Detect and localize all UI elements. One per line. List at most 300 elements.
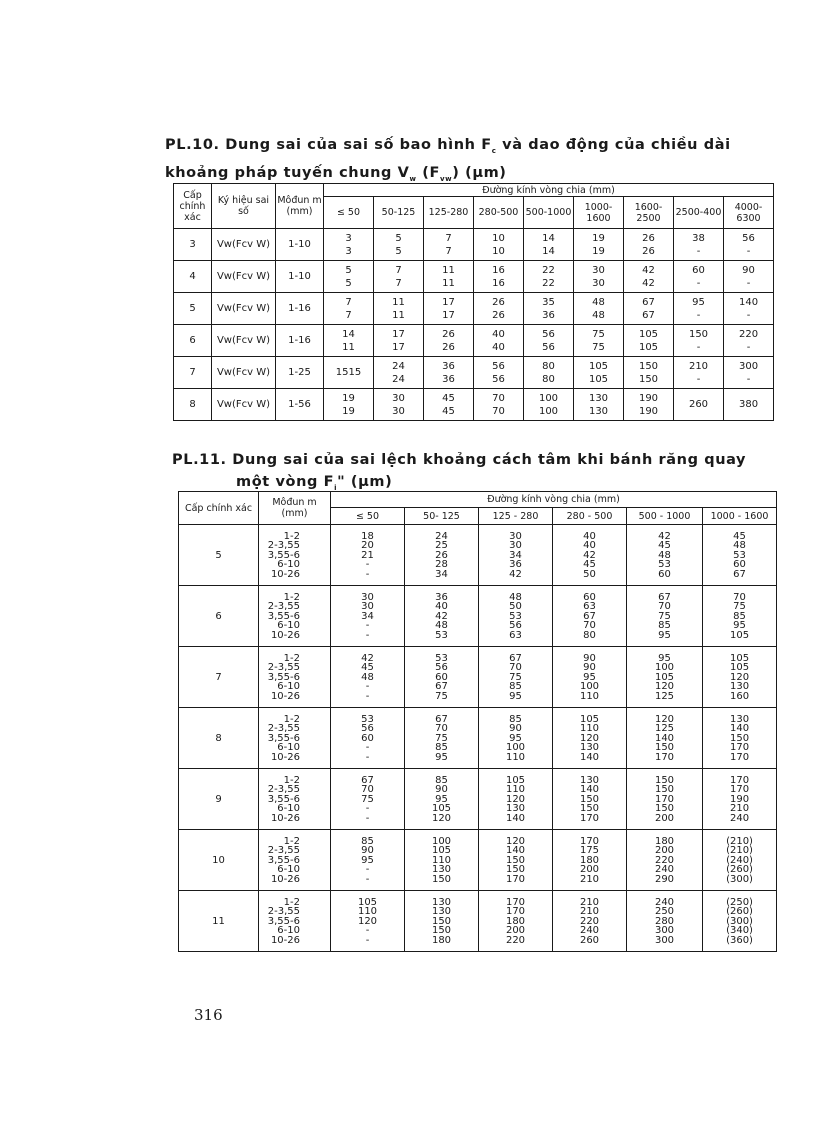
value-cell <box>724 293 774 325</box>
value: 5 <box>345 277 352 289</box>
value: (340) <box>726 925 753 937</box>
module-value: 6-10 <box>277 742 300 754</box>
symbol-cell: Vw(Fcv W) <box>212 261 276 293</box>
module-value: 10-26 <box>270 934 300 946</box>
value: 150 <box>505 854 526 866</box>
value-cell <box>405 830 479 891</box>
value: 240 <box>654 864 675 876</box>
value: - <box>365 803 370 815</box>
module-cell <box>259 891 331 952</box>
value: 24 <box>392 373 405 385</box>
value: 70 <box>658 601 671 613</box>
table2-title: PL.11. Dung sai của sai lệch khoảng cách tâm khi bánh răng quay một vòng $F_i$" (μm) <box>172 452 747 492</box>
grade-cell: 8 <box>174 389 212 421</box>
value-cell <box>674 229 724 261</box>
value: 53 <box>658 559 671 571</box>
value-cell <box>479 525 553 586</box>
grade-cell: 5 <box>174 293 212 325</box>
value: 75 <box>509 671 522 683</box>
value: 85 <box>733 610 746 622</box>
value: 48 <box>733 540 746 552</box>
value: 60 <box>692 264 705 276</box>
table-row <box>174 357 774 389</box>
value: 175 <box>579 845 600 857</box>
module-cell: 1-16 <box>276 293 324 325</box>
value: - <box>696 341 701 353</box>
value: - <box>365 751 370 763</box>
value: 10 <box>492 232 505 244</box>
value-cell <box>524 325 574 357</box>
value-cell <box>331 647 405 708</box>
value: 95 <box>361 854 374 866</box>
value: 24 <box>435 530 448 542</box>
value: 170 <box>729 774 750 786</box>
value: 36 <box>442 360 455 372</box>
value: 220 <box>505 934 526 946</box>
value: 20 <box>361 540 374 552</box>
value: (260) <box>726 906 753 918</box>
table-row <box>174 325 774 357</box>
module-value: 3,55-6 <box>267 793 300 805</box>
module-cell: 1-25 <box>276 357 324 389</box>
grade-cell: 7 <box>174 357 212 389</box>
value-cell <box>479 830 553 891</box>
module-value: 2-3,55 <box>267 906 300 918</box>
header-grade: Cấp chính xác <box>174 184 212 229</box>
value: 250 <box>654 906 675 918</box>
value: - <box>365 864 370 876</box>
value-cell <box>574 389 624 421</box>
module-cell: 1-56 <box>276 389 324 421</box>
value: 40 <box>492 341 505 353</box>
value: 90 <box>583 662 596 674</box>
value: 42 <box>658 530 671 542</box>
value: 170 <box>729 751 750 763</box>
value: 5 <box>395 232 402 244</box>
value: 80 <box>542 360 555 372</box>
value-cell <box>703 891 777 952</box>
value: 105 <box>729 652 750 664</box>
value-cell <box>574 293 624 325</box>
value: - <box>365 873 370 885</box>
value-cell <box>424 293 474 325</box>
module-value: 2-3,55 <box>267 662 300 674</box>
value: 280 <box>654 915 675 927</box>
value: 60 <box>583 591 596 603</box>
value: 120 <box>654 681 675 693</box>
value: 120 <box>654 713 675 725</box>
module-value: 2-3,55 <box>267 540 300 552</box>
value-cell <box>324 389 374 421</box>
value: - <box>746 309 751 321</box>
value-cell <box>331 769 405 830</box>
module-cell: 1-10 <box>276 229 324 261</box>
module-value: 1-2 <box>283 896 300 908</box>
value: 45 <box>583 559 596 571</box>
value-cell <box>374 389 424 421</box>
value-cell <box>479 708 553 769</box>
grade-cell: 6 <box>179 586 259 647</box>
value: 67 <box>435 681 448 693</box>
grade-cell: 5 <box>179 525 259 586</box>
value: 53 <box>361 713 374 725</box>
column-header: 280 - 500 <box>553 508 627 525</box>
value: 140 <box>505 845 526 857</box>
module-value: 6-10 <box>277 864 300 876</box>
value: 70 <box>492 392 505 404</box>
value: 5 <box>345 264 352 276</box>
value: 70 <box>361 784 374 796</box>
value: 240 <box>654 896 675 908</box>
value-cell <box>524 229 574 261</box>
value-cell <box>627 586 703 647</box>
value: - <box>365 742 370 754</box>
grade-cell: 9 <box>179 769 259 830</box>
value: 75 <box>658 610 671 622</box>
value: 260 <box>688 399 709 410</box>
value: 11 <box>342 341 355 353</box>
value: 110 <box>431 854 452 866</box>
value: 11 <box>442 264 455 276</box>
value-cell <box>474 229 524 261</box>
value: 200 <box>579 864 600 876</box>
value: 95 <box>509 732 522 744</box>
value-cell <box>331 708 405 769</box>
value: 28 <box>435 559 448 571</box>
module-value: 10-26 <box>270 568 300 580</box>
value: 150 <box>638 360 659 372</box>
value: 42 <box>509 568 522 580</box>
value: 75 <box>435 690 448 702</box>
value-cell <box>324 325 374 357</box>
value-cell <box>624 261 674 293</box>
value: 53 <box>733 549 746 561</box>
header-module: Môđun m (mm) <box>259 492 331 525</box>
value: - <box>365 559 370 571</box>
table-row <box>174 229 774 261</box>
module-value: 3,55-6 <box>267 671 300 683</box>
module-cell <box>259 647 331 708</box>
value-cell <box>624 325 674 357</box>
value: 5 <box>395 245 402 257</box>
value: 105 <box>638 328 659 340</box>
value: 22 <box>542 277 555 289</box>
value: 140 <box>654 732 675 744</box>
value: 3 <box>345 245 352 257</box>
value: 48 <box>592 309 605 321</box>
value: 95 <box>509 690 522 702</box>
value: 150 <box>729 732 750 744</box>
value: 53 <box>435 629 448 641</box>
value-cell <box>324 357 374 389</box>
value: 90 <box>509 723 522 735</box>
value-cell <box>553 769 627 830</box>
value-cell <box>627 891 703 952</box>
value: 40 <box>583 530 596 542</box>
value-cell <box>624 229 674 261</box>
value: 48 <box>658 549 671 561</box>
value: - <box>365 681 370 693</box>
column-header: 1600-2500 <box>624 197 674 229</box>
grade-cell: 10 <box>179 830 259 891</box>
value-cell <box>627 525 703 586</box>
value: 70 <box>583 620 596 632</box>
value: 45 <box>658 540 671 552</box>
value: 90 <box>742 264 755 276</box>
value-cell <box>405 525 479 586</box>
value: 130 <box>431 864 452 876</box>
value-cell <box>374 325 424 357</box>
value: (240) <box>726 854 753 866</box>
value: 150 <box>505 864 526 876</box>
value: 300 <box>654 934 675 946</box>
value: 120 <box>579 732 600 744</box>
value: 67 <box>642 309 655 321</box>
value: 42 <box>642 264 655 276</box>
module-value: 1-2 <box>283 652 300 664</box>
table-row <box>179 708 777 769</box>
value: 19 <box>342 392 355 404</box>
value: 75 <box>435 732 448 744</box>
value: 25 <box>435 540 448 552</box>
value: 75 <box>361 793 374 805</box>
value: 7 <box>395 264 402 276</box>
module-value: 3,55-6 <box>267 549 300 561</box>
value: 67 <box>658 591 671 603</box>
value: 150 <box>654 803 675 815</box>
table-row <box>179 525 777 586</box>
value: 130 <box>729 681 750 693</box>
value: 300 <box>738 360 759 372</box>
value: 48 <box>435 620 448 632</box>
value: - <box>696 277 701 289</box>
value: 190 <box>638 392 659 404</box>
module-value: 1-2 <box>283 713 300 725</box>
value: 95 <box>658 652 671 664</box>
value: 110 <box>505 784 526 796</box>
column-header: 1000-1600 <box>574 197 624 229</box>
value: 67 <box>733 568 746 580</box>
value: 56 <box>542 328 555 340</box>
value: 56 <box>361 723 374 735</box>
module-value: 3,55-6 <box>267 610 300 622</box>
value: 200 <box>505 925 526 937</box>
value-cell <box>627 830 703 891</box>
value: 90 <box>361 845 374 857</box>
table-row <box>179 830 777 891</box>
value: 30 <box>509 530 522 542</box>
value: 120 <box>505 793 526 805</box>
value: 85 <box>361 835 374 847</box>
value: 75 <box>733 601 746 613</box>
column-header: 125-280 <box>424 197 474 229</box>
value-cell <box>703 525 777 586</box>
value: (300) <box>726 915 753 927</box>
value-cell <box>703 830 777 891</box>
value-cell <box>624 389 674 421</box>
column-header: ≤ 50 <box>324 197 374 229</box>
value-cell <box>324 293 374 325</box>
value: 300 <box>654 925 675 937</box>
value: 45 <box>361 662 374 674</box>
value: 150 <box>638 373 659 385</box>
value: 105 <box>588 373 609 385</box>
grade-cell: 4 <box>174 261 212 293</box>
value-cell <box>479 769 553 830</box>
tolerance-table-pl11 <box>178 491 777 952</box>
value: - <box>365 568 370 580</box>
value: 48 <box>509 591 522 603</box>
value: 30 <box>361 601 374 613</box>
value: 30 <box>392 405 405 417</box>
value-cell <box>405 891 479 952</box>
value-cell <box>624 357 674 389</box>
value-cell <box>524 389 574 421</box>
value: - <box>696 309 701 321</box>
table-row <box>179 647 777 708</box>
value: 220 <box>654 854 675 866</box>
module-cell <box>259 586 331 647</box>
column-header: 4000-6300 <box>724 197 774 229</box>
value: 100 <box>579 681 600 693</box>
value-cell <box>624 293 674 325</box>
module-value: 6-10 <box>277 620 300 632</box>
value: 150 <box>431 915 452 927</box>
value: 40 <box>583 540 596 552</box>
value: 56 <box>742 232 755 244</box>
value: 140 <box>579 751 600 763</box>
value: 53 <box>509 610 522 622</box>
value: - <box>696 373 701 385</box>
value: 42 <box>361 652 374 664</box>
value: 110 <box>357 906 378 918</box>
value: 125 <box>654 690 675 702</box>
value: 34 <box>361 610 374 622</box>
value: 14 <box>342 328 355 340</box>
value: - <box>365 934 370 946</box>
value: 200 <box>654 845 675 857</box>
value: 14 <box>542 245 555 257</box>
value: 170 <box>579 812 600 824</box>
header-grade: Cấp chính xác <box>179 492 259 525</box>
value: 180 <box>579 854 600 866</box>
value: 67 <box>509 652 522 664</box>
value: (250) <box>726 896 753 908</box>
value: 67 <box>361 774 374 786</box>
value: 67 <box>583 610 596 622</box>
header-diameter-group: Đường kính vòng chia (mm) <box>331 492 777 508</box>
value: 170 <box>654 751 675 763</box>
value: 85 <box>435 774 448 786</box>
table-row <box>179 586 777 647</box>
value: 45 <box>442 405 455 417</box>
value: 105 <box>588 360 609 372</box>
value: 105 <box>654 671 675 683</box>
value: 26 <box>492 309 505 321</box>
grade-cell: 11 <box>179 891 259 952</box>
value: 130 <box>579 774 600 786</box>
grade-cell: 7 <box>179 647 259 708</box>
value: 70 <box>509 662 522 674</box>
value: 26 <box>492 296 505 308</box>
value: 80 <box>542 373 555 385</box>
value: 42 <box>642 277 655 289</box>
column-header: ≤ 50 <box>331 508 405 525</box>
value: 17 <box>392 328 405 340</box>
value: 100 <box>538 392 559 404</box>
value: 36 <box>442 373 455 385</box>
value: 100 <box>654 662 675 674</box>
value: 240 <box>579 925 600 937</box>
value: 10 <box>492 245 505 257</box>
table-row <box>179 891 777 952</box>
value: 70 <box>733 591 746 603</box>
module-cell <box>259 525 331 586</box>
value: 75 <box>592 341 605 353</box>
value: 100 <box>505 742 526 754</box>
module-value: 10-26 <box>270 751 300 763</box>
value-cell <box>479 891 553 952</box>
value: 130 <box>431 896 452 908</box>
value: 100 <box>538 405 559 417</box>
value: 95 <box>692 296 705 308</box>
value: 60 <box>435 671 448 683</box>
value-cell <box>424 389 474 421</box>
header-module: Môđun m (mm) <box>276 184 324 229</box>
value: 30 <box>361 591 374 603</box>
value: 95 <box>435 751 448 763</box>
value-cell <box>724 325 774 357</box>
value-cell <box>724 389 774 421</box>
module-value: 2-3,55 <box>267 601 300 613</box>
value-cell <box>331 525 405 586</box>
value: 140 <box>729 723 750 735</box>
value: 190 <box>638 405 659 417</box>
value: 85 <box>509 681 522 693</box>
value: 26 <box>435 549 448 561</box>
symbol-cell: Vw(Fcv W) <box>212 357 276 389</box>
value-cell <box>627 647 703 708</box>
value-cell <box>479 586 553 647</box>
value-cell <box>674 293 724 325</box>
value-cell <box>524 293 574 325</box>
value: 19 <box>592 245 605 257</box>
value: 40 <box>492 328 505 340</box>
value: 34 <box>509 549 522 561</box>
value: 30 <box>509 540 522 552</box>
value: 35 <box>542 296 555 308</box>
value: 110 <box>579 690 600 702</box>
value: 90 <box>583 652 596 664</box>
value-cell <box>405 769 479 830</box>
value-cell <box>553 647 627 708</box>
table1-title: PL.10. Dung sai của sai số bao hình $F_c$ và dao động của chiều dài khoảng pháp tuyến chung $V_w$ $(F_{vw})$ (μm) <box>165 137 731 183</box>
value: 180 <box>505 915 526 927</box>
value: 45 <box>733 530 746 542</box>
value: 120 <box>505 835 526 847</box>
value-cell <box>553 891 627 952</box>
value-cell <box>524 357 574 389</box>
value: 200 <box>654 812 675 824</box>
value: - <box>365 690 370 702</box>
header-diameter-group: Đường kính vòng chia (mm) <box>324 184 774 197</box>
value: 180 <box>654 835 675 847</box>
value-cell <box>574 357 624 389</box>
value-cell <box>703 586 777 647</box>
value-cell <box>724 229 774 261</box>
value-cell <box>324 261 374 293</box>
value: (300) <box>726 873 753 885</box>
